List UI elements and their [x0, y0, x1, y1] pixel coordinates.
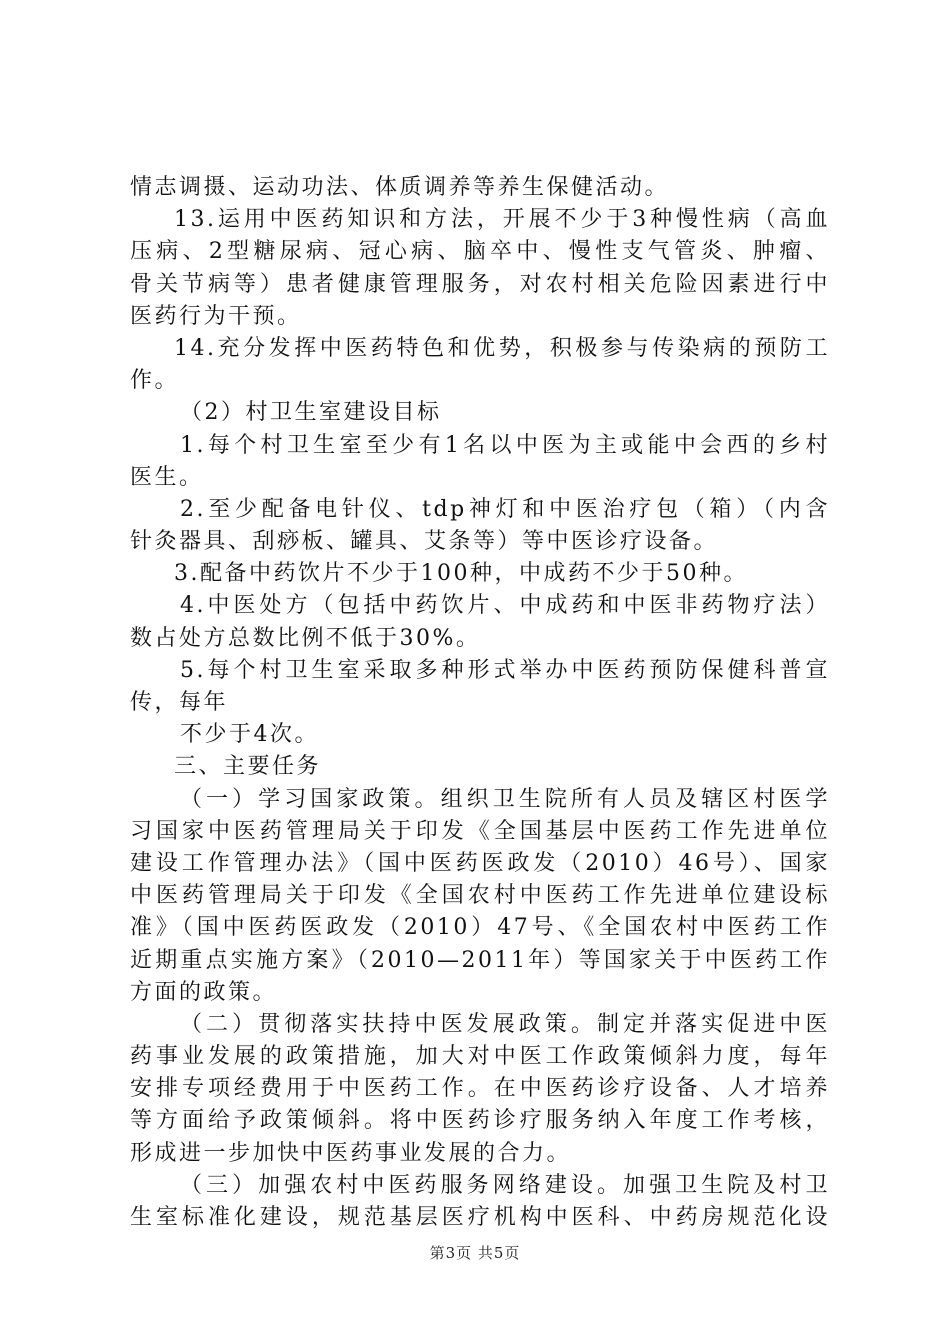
document-body	[130, 172, 830, 1234]
text-line: 医药行为干预。	[130, 303, 302, 329]
page-number: 第3页 共5页	[429, 1244, 521, 1262]
text-line: 压病、2型糖尿病、冠心病、脑卒中、慢性支气管炎、肿瘤、	[130, 239, 830, 265]
text-line: 1.每个村卫生室至少有1名以中医为主或能中会西的乡村	[180, 432, 830, 458]
text-line: 医生。	[130, 464, 204, 490]
text-line: 安排专项经费用于中医药工作。在中医药诊疗设备、人才培养	[130, 1076, 830, 1102]
text-line: 针灸器具、刮痧板、罐具、艾条等）等中医诊疗设备。	[130, 529, 719, 555]
text-line: 习国家中医药管理局关于印发《全国基层中医药工作先进单位	[130, 818, 830, 844]
text-line: 准》（国中医药医政发（2010）47号、《全国农村中医药工作	[130, 915, 830, 941]
text-line: 4.中医处方（包括中药饮片、中成药和中医非药物疗法）	[180, 593, 830, 619]
text-line: 作。	[130, 368, 180, 394]
text-line: 数占处方总数比例不低于30%。	[130, 625, 481, 651]
section-heading: （2）村卫生室建设目标	[180, 400, 442, 426]
text-line: （三）加强农村中医药服务网络建设。加强卫生院及村卫	[180, 1172, 830, 1198]
text-line: 5.每个村卫生室采取多种形式举办中医药预防保健科普宣	[180, 657, 830, 683]
text-line: 等方面给予政策倾斜。将中医药诊疗服务纳入年度工作考核，	[130, 1108, 830, 1134]
text-line: 方面的政策。	[130, 979, 278, 1005]
text-line: 近期重点实施方案》（2010—2011年）等国家关于中医药工作	[130, 947, 830, 973]
section-heading: 三、主要任务	[174, 754, 322, 780]
text-line: 建设工作管理办法》（国中医药医政发（2010）46号）、国家	[130, 850, 830, 876]
text-line: 不少于4次。	[180, 722, 319, 748]
text-line: 2.至少配备电针仪、tdp神灯和中医治疗包（箱）（内含	[180, 496, 830, 522]
text-line: 生室标准化建设，规范基层医疗机构中医科、中药房规范化设	[130, 1205, 830, 1230]
text-line: 14.充分发挥中医药特色和优势，积极参与传染病的预防工	[174, 335, 830, 361]
text-line: 中医药管理局关于印发《全国农村中医药工作先进单位建设标	[130, 883, 830, 909]
text-line: 传，每年	[130, 690, 229, 715]
text-line: 形成进一步加快中医药事业发展的合力。	[130, 1140, 572, 1166]
text-line: 13.运用中医药知识和方法，开展不少于3种慢性病（高血	[174, 207, 830, 233]
text-line: （一）学习国家政策。组织卫生院所有人员及辖区村医学	[180, 786, 830, 812]
text-line: 情志调摄、运动功法、体质调养等养生保健活动。	[130, 175, 670, 200]
text-line: （二）贯彻落实扶持中医发展政策。制定并落实促进中医	[180, 1011, 830, 1037]
text-line: 药事业发展的政策措施，加大对中医工作政策倾斜力度，每年	[130, 1044, 830, 1070]
text-line: 骨关节病等）患者健康管理服务，对农村相关危险因素进行中	[130, 271, 830, 297]
text-line: 3.配备中药饮片不少于100种，中成药不少于50种。	[174, 561, 748, 587]
